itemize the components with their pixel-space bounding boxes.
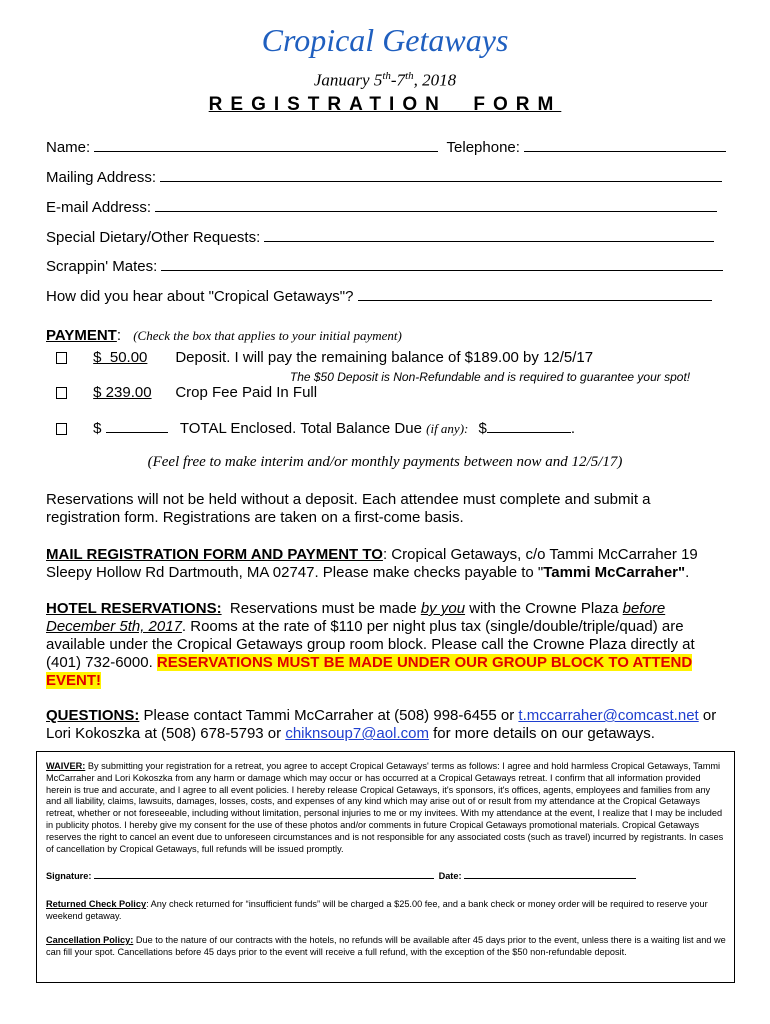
cancellation-policy [46, 935, 726, 959]
deposit-checkbox[interactable] [56, 352, 67, 364]
hear-field-row [46, 287, 712, 305]
cancellation-heading: Cancellation Policy: [46, 934, 134, 945]
telephone-input-line[interactable] [524, 138, 726, 152]
hotel-by-you: by you [420, 600, 466, 617]
form-heading-text: REGISTRATION FORM [208, 94, 562, 115]
dietary-label: Special Dietary/Other Requests: [46, 229, 261, 246]
signature-label: Signature: [46, 871, 92, 882]
event-title: Cropical Getaways [261, 22, 509, 58]
hotel-warning: RESERVATIONS MUST BE MADE UNDER OUR GROUP BLOCK TO ATTEND EVENT! [46, 654, 693, 689]
mates-field-row [46, 257, 723, 275]
returned-check-text: : Any check returned for “insufficient funds” will be charged a $25.00 fee, and a bank check or money order will be required to reserve your weekend getaway. [46, 899, 708, 921]
balance-end: . [570, 420, 576, 437]
mailing-field-row [46, 168, 722, 186]
total-dollar-sign: $ [93, 420, 102, 437]
mail-paragraph [46, 546, 726, 582]
signature-row [46, 869, 726, 883]
dates-start: January 5 [313, 70, 383, 90]
hotel-heading: HOTEL RESERVATIONS: [46, 600, 222, 617]
email-field-row [46, 198, 717, 216]
email-label: E-mail Address: [46, 199, 152, 216]
total-description: TOTAL Enclosed. Total Balance Due [179, 420, 422, 437]
full-payment-description: Crop Fee Paid In Full [175, 384, 318, 401]
hear-label: How did you hear about "Cropical Getaways"? [46, 288, 354, 305]
form-heading [0, 94, 770, 116]
email-link-lori[interactable]: chiknsoup7@aol.com [285, 725, 429, 742]
waiver-heading: WAIVER: [46, 761, 86, 771]
total-amount-line[interactable] [106, 419, 168, 433]
mates-input-line[interactable] [161, 257, 723, 271]
questions-text-3: for more details on our getaways. [428, 725, 655, 742]
hear-input-line[interactable] [358, 287, 712, 301]
total-if-any: (if any): [426, 421, 469, 436]
waiver-box [36, 751, 735, 983]
full-payment-amount: $ 239.00 [93, 384, 152, 401]
dietary-input-line[interactable] [264, 228, 714, 242]
payment-heading-row [46, 327, 402, 344]
hotel-text-2: with the Crowne Plaza [465, 600, 623, 617]
hotel-text-1: Reservations must be made [221, 600, 421, 617]
mailing-label: Mailing Address: [46, 169, 157, 186]
deposit-amount: $ 50.00 [93, 349, 148, 366]
date-label: Date: [438, 871, 462, 882]
hotel-paragraph [46, 600, 726, 690]
email-input-line[interactable] [155, 198, 717, 212]
event-dates [0, 70, 770, 91]
mates-label: Scrappin' Mates: [46, 258, 158, 275]
payment-colon: : [116, 327, 122, 344]
name-label: Name: [46, 139, 91, 156]
dates-year: , 2018 [413, 70, 457, 90]
hotel-before-date: before December 5th, 2017 [46, 600, 666, 635]
hotel-text-3: . Rooms at the rate of $110 per night plus tax (single/double/triple/quad) are available under the Cropical Getaways group room block. Please call the Crowne Plaza directly at (401) 732-6000. [46, 618, 695, 671]
returned-check-heading: Returned Check Policy [46, 899, 147, 910]
name-field-row [46, 138, 726, 156]
mail-payee: Tammi McCarraher" [543, 564, 686, 581]
returned-check-policy [46, 899, 726, 923]
full-payment-checkbox[interactable] [56, 387, 67, 399]
cancellation-text: Due to the nature of our contracts with the hotels, no refunds will be available after 45 days prior to the event, unless there is a waiting list and we can fill your spot. Cancellations before 45 days prior to the event will receive a full refund, with the exception of the $50 non-refundable deposit. [46, 934, 726, 957]
total-enclosed-checkbox[interactable] [56, 423, 67, 435]
name-input-line[interactable] [94, 138, 438, 152]
telephone-label: Telephone: [446, 139, 520, 156]
payment-option-full [56, 384, 317, 401]
dates-sup-2: th [405, 70, 414, 82]
dates-sup-1: th [382, 70, 391, 82]
questions-paragraph [46, 707, 726, 743]
payment-option-deposit [56, 349, 593, 366]
questions-text-1: Please contact Tammi McCarraher at (508) 998-6455 or [139, 707, 519, 724]
payment-option-total [56, 419, 575, 437]
questions-text-2: or Lori Kokoszka at (508) 678-5793 or [46, 707, 717, 742]
mailing-input-line[interactable] [160, 168, 722, 182]
mail-end: . [685, 564, 690, 581]
dates-end: -7 [390, 70, 406, 90]
email-link-tammi[interactable]: t.mccarraher@comcast.net [518, 707, 699, 724]
balance-amount-line[interactable] [487, 419, 571, 433]
balance-dollar-sign: $ [478, 420, 487, 437]
mail-text: : Cropical Getaways, c/o Tammi McCarraher 19 Sleepy Hollow Rd Dartmouth, MA 02747. Please make checks payable to " [46, 546, 698, 581]
interim-payment-note: (Feel free to make interim and/or monthly payments between now and 12/5/17) [147, 454, 623, 470]
reservations-paragraph: Reservations will not be held without a deposit. Each attendee must complete and submit a registration form. Registrations are taken on a first-come basis. [46, 491, 651, 526]
dietary-field-row [46, 228, 714, 246]
questions-heading: QUESTIONS: [46, 707, 140, 724]
signature-line[interactable] [94, 869, 434, 879]
payment-instruction: (Check the box that applies to your initial payment) [133, 328, 402, 343]
payment-heading: PAYMENT [46, 327, 117, 344]
deposit-note: The $50 Deposit is Non-Refundable and is required to guarantee your spot! [289, 370, 691, 384]
waiver-paragraph [46, 761, 726, 855]
deposit-description: Deposit. I will pay the remaining balance of $189.00 by 12/5/17 [175, 349, 594, 366]
mail-heading: MAIL REGISTRATION FORM AND PAYMENT TO [46, 546, 383, 563]
date-line[interactable] [464, 869, 636, 879]
waiver-text: By submitting your registration for a retreat, you agree to accept Cropical Getaways' terms as follows: I agree and hold harmless Cropical Getaways, Tammi McCarraher and Lori Kokoszka from any harm or damage which may occur or has occurred at a Cropical Getaways retreat. I confirm that all information provided herein is true and accurate, and I agree to all event policies. I hereby release Cropical Getaways, it's sponsors, it's offices, agents, employees and families from any and all liability, claims, lawsuits, damages, losses, costs, and expenses of any kind which may arise out of or result from my attendance at the Cropical Getaways retreat, whether or not foreseeable, including without limitation, personal injuries to me or my invitees. With my attendance at the event, I realize that I may be included in publicity photos. I hereby give my consent for the use of these photos and/or comments in future Cropical Getaways promotional materials. Cropical Getaways reserves the right to cancel an event due to unforeseen circumstances and is not responsible for any associated costs (such as travel) incurred by registrants. In cases of cancellation by Cropical Getaways, full refunds will be issued promptly. [46, 761, 724, 854]
